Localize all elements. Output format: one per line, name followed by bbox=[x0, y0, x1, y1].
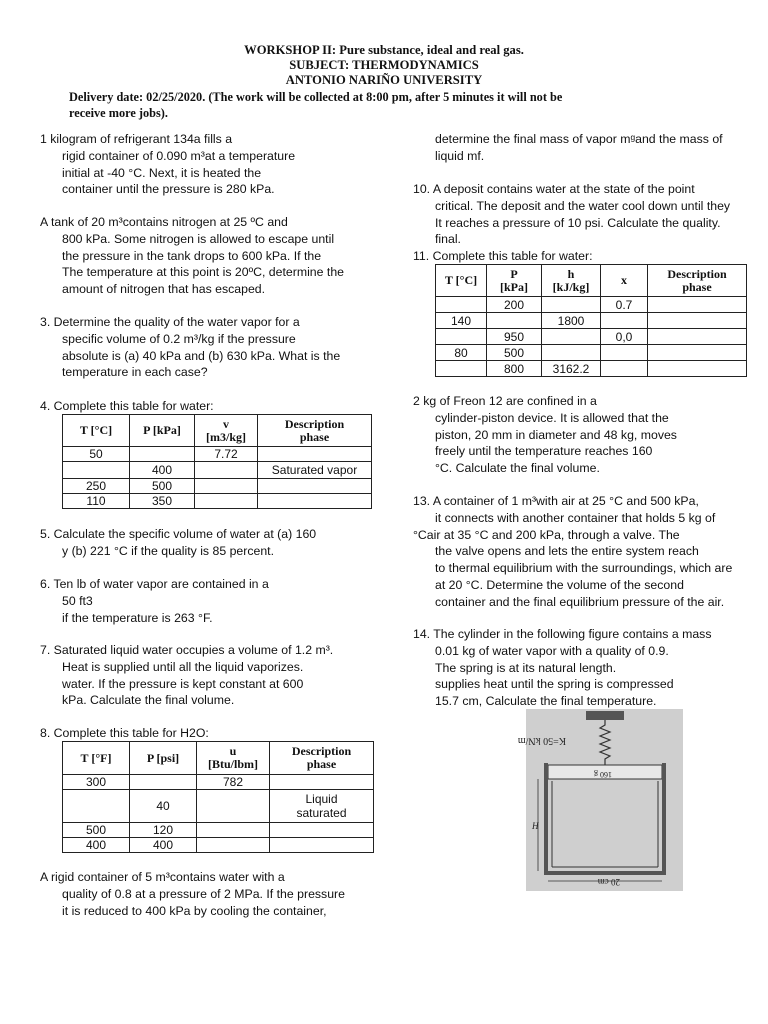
table-cell: 400 bbox=[63, 838, 130, 853]
problem-11-line: 11. Complete this table for water: bbox=[413, 249, 593, 263]
problem-1 bbox=[40, 131, 308, 198]
table-cell: 50 bbox=[63, 447, 130, 462]
problem-7-line: kPa. Calculate the final volume. bbox=[62, 693, 235, 708]
table-cell bbox=[601, 313, 648, 329]
problem-2-line: amount of nitrogen that has escaped. bbox=[62, 282, 266, 297]
header-part: v bbox=[223, 416, 229, 431]
header-part: P bbox=[510, 266, 518, 281]
piston-mass-label: 160 g bbox=[594, 770, 612, 779]
table-cell: 500 bbox=[487, 345, 542, 361]
problem-3-line: specific volume of 0.2 m³/kg if the pressure bbox=[62, 331, 296, 346]
table-cell: 350 bbox=[130, 494, 195, 509]
table-cell: 0.7 bbox=[601, 297, 648, 313]
problem-7-line: Heat is supplied until all the liquid vaporizes. bbox=[62, 659, 304, 674]
piston-cylinder-drawing bbox=[517, 709, 683, 891]
problem-13-line: °Cair at 35 °C and 200 kPa, through a valve. The bbox=[413, 527, 680, 542]
spring-constant-label: K=50 kN/m bbox=[517, 735, 566, 746]
problem-14-line: 14. The cylinder in the following figure contains a mass bbox=[413, 627, 712, 641]
problem-14-line: 0.01 kg of water vapor with a quality of 0.9. bbox=[435, 643, 669, 658]
table-cell bbox=[648, 297, 747, 313]
table-cell bbox=[648, 345, 747, 361]
document-university: ANTONIO NARIÑO UNIVERSITY bbox=[285, 73, 483, 87]
table-cell bbox=[197, 823, 270, 838]
column-header: T [°C] bbox=[436, 265, 487, 297]
problem-1-line: 1 kilogram of refrigerant 134a fills a bbox=[40, 132, 233, 146]
problem-14-line: The spring is at its natural length. bbox=[435, 660, 617, 675]
table-cell bbox=[195, 462, 258, 479]
column-header bbox=[258, 415, 372, 447]
column-header: T [°C] bbox=[63, 415, 130, 447]
table-8 bbox=[62, 741, 374, 853]
table-row bbox=[436, 345, 747, 361]
table-cell: 3162.2 bbox=[542, 361, 601, 377]
column-header: P [psi] bbox=[130, 742, 197, 775]
problem-14-line: supplies heat until the spring is compressed bbox=[435, 677, 674, 692]
width-label: 20 cm bbox=[597, 877, 620, 887]
ceiling-mount bbox=[586, 711, 624, 720]
table-cell: 400 bbox=[130, 462, 195, 479]
column-header bbox=[542, 265, 601, 297]
table-row bbox=[436, 329, 747, 345]
table-cell bbox=[258, 447, 372, 462]
table-cell bbox=[487, 313, 542, 329]
table-cell: 400 bbox=[130, 838, 197, 853]
problem-7-line: water. If the pressure is kept constant at 600 bbox=[62, 676, 304, 691]
problem-6 bbox=[40, 576, 360, 626]
table-header-row bbox=[63, 415, 372, 447]
problem-7 bbox=[40, 642, 412, 709]
table-cell: 500 bbox=[130, 479, 195, 494]
table-cell bbox=[130, 775, 197, 790]
column-header bbox=[648, 265, 747, 297]
problem-13-line: to thermal equilibrium with the surroundings, which are bbox=[435, 561, 733, 576]
header-part: Description bbox=[291, 744, 352, 758]
problem-10-line: critical. The deposit and the water cool down until they bbox=[435, 198, 731, 213]
header-part: [kPa] bbox=[500, 279, 528, 294]
header-part: [Btu/lbm] bbox=[207, 757, 258, 771]
problem-13-line: the valve opens and lets the entire system reach bbox=[435, 544, 699, 559]
table-cell: Liquid saturated bbox=[270, 790, 374, 823]
header-part: h bbox=[567, 266, 575, 281]
column-header: P [kPa] bbox=[130, 415, 195, 447]
table-cell bbox=[648, 313, 747, 329]
problem-5 bbox=[40, 526, 412, 560]
problem-13-line: container and the final equilibrium pressure of the air. bbox=[435, 594, 725, 609]
problem-9-line: quality of 0.8 at a pressure of 2 MPa. If the pressure bbox=[62, 886, 345, 901]
column-header bbox=[197, 742, 270, 775]
table-cell: 0,0 bbox=[601, 329, 648, 345]
table-row bbox=[63, 447, 372, 462]
delivery-date-line1: Delivery date: 02/25/2020. (The work will be collected at 8:00 pm, after 5 minutes it will not be bbox=[69, 90, 563, 104]
table-cell: 40 bbox=[130, 790, 197, 823]
table-cell bbox=[436, 297, 487, 313]
problem-12-line: freely until the temperature reaches 160 bbox=[435, 444, 653, 459]
table-cell: 800 bbox=[487, 361, 542, 377]
table-cell: 80 bbox=[436, 345, 487, 361]
column-header bbox=[270, 742, 374, 775]
table-row bbox=[63, 775, 374, 790]
document-subject: SUBJECT: THERMODYNAMICS bbox=[289, 58, 479, 72]
problem-2 bbox=[40, 214, 370, 298]
table-cell: 7.72 bbox=[195, 447, 258, 462]
table-cell bbox=[648, 329, 747, 345]
header-part: [kJ/kg] bbox=[552, 279, 590, 294]
column-header: T [°F] bbox=[63, 742, 130, 775]
problem-6-line: 6. Ten lb of water vapor are contained in a bbox=[40, 577, 269, 591]
table-11 bbox=[435, 264, 747, 377]
table-cell bbox=[270, 838, 374, 853]
problem-8 bbox=[40, 725, 209, 742]
table-cell: 1800 bbox=[542, 313, 601, 329]
problem-9-line: it is reduced to 400 kPa by cooling the container, bbox=[62, 903, 327, 918]
column-header bbox=[195, 415, 258, 447]
problem-2-line: A tank of 20 m³contains nitrogen at 25 ºC and bbox=[40, 215, 288, 229]
problem-2-line: The temperature at this point is 20ºC, determine the bbox=[62, 265, 344, 280]
problem-9-line: liquid mf. bbox=[435, 148, 485, 163]
problem-9-continued bbox=[435, 131, 760, 165]
table-cell bbox=[648, 361, 747, 377]
piston-cylinder-figure bbox=[517, 709, 683, 891]
problem-6-line: if the temperature is 263 °F. bbox=[62, 610, 213, 625]
table-cell bbox=[195, 479, 258, 494]
delivery-date-line2: receive more jobs). bbox=[69, 106, 168, 120]
table-cell bbox=[601, 361, 648, 377]
header-part: phase bbox=[682, 279, 712, 294]
problem-4-line: 4. Complete this table for water: bbox=[40, 399, 214, 413]
height-label: H bbox=[532, 821, 539, 831]
table-cell bbox=[542, 297, 601, 313]
problem-3-line: absolute is (a) 40 kPa and (b) 630 kPa. What is the bbox=[62, 348, 341, 363]
table-cell: 120 bbox=[130, 823, 197, 838]
table-cell: 110 bbox=[63, 494, 130, 509]
cylinder-wall-right bbox=[662, 763, 666, 875]
problem-6-line: 50 ft3 bbox=[62, 593, 93, 608]
problem-10-line: 10. A deposit contains water at the state of the point bbox=[413, 182, 695, 196]
spring-icon bbox=[600, 720, 610, 765]
table-cell bbox=[197, 790, 270, 823]
problem-13-line: it connects with another container that holds 5 kg of bbox=[435, 510, 716, 525]
header-part: phase bbox=[306, 757, 337, 771]
table-cell: 250 bbox=[63, 479, 130, 494]
header-part: Description bbox=[284, 416, 345, 431]
problem-12-line: 2 kg of Freon 12 are confined in a bbox=[413, 394, 597, 408]
cylinder-bottom bbox=[544, 871, 666, 875]
table-row bbox=[63, 494, 372, 509]
problem-12-line: °C. Calculate the final volume. bbox=[435, 461, 600, 476]
table-cell bbox=[270, 775, 374, 790]
problem-12-line: piston, 20 mm in diameter and 48 kg, moves bbox=[435, 427, 677, 442]
table-cell: 300 bbox=[63, 775, 130, 790]
table-cell bbox=[258, 494, 372, 509]
problem-1-line: initial at -40 °C. Next, it is heated the bbox=[62, 165, 262, 180]
header-part: phase bbox=[299, 429, 330, 444]
cylinder-wall-left bbox=[544, 763, 548, 875]
table-header-row bbox=[63, 742, 374, 775]
table-cell bbox=[258, 479, 372, 494]
problem-12 bbox=[413, 393, 748, 477]
table-row bbox=[63, 823, 374, 838]
problem-12-line: cylinder-piston device. It is allowed that the bbox=[435, 410, 669, 425]
problem-13-line: 13. A container of 1 m³with air at 25 °C and 500 kPa, bbox=[413, 494, 699, 508]
table-cell bbox=[542, 329, 601, 345]
table-cell: 140 bbox=[436, 313, 487, 329]
problem-4 bbox=[40, 398, 214, 415]
table-cell bbox=[436, 361, 487, 377]
header-part: Description bbox=[667, 266, 727, 281]
table-cell: 950 bbox=[487, 329, 542, 345]
problem-2-line: 800 kPa. Some nitrogen is allowed to escape until bbox=[62, 231, 335, 246]
table-cell: 500 bbox=[63, 823, 130, 838]
problem-1-line: rigid container of 0.090 m³at a temperature bbox=[62, 148, 296, 163]
problem-3 bbox=[40, 314, 395, 381]
column-header bbox=[487, 265, 542, 297]
header-part: [m3/kg] bbox=[206, 429, 246, 444]
table-row bbox=[63, 462, 372, 479]
header-part: u bbox=[229, 744, 237, 758]
table-cell: 782 bbox=[197, 775, 270, 790]
problem-3-line: temperature in each case? bbox=[62, 365, 208, 380]
table-cell: 200 bbox=[487, 297, 542, 313]
problem-9-line: determine the final mass of vapor mᵍand the mass of bbox=[435, 132, 723, 146]
problem-9-line: A rigid container of 5 m³contains water with a bbox=[40, 870, 285, 884]
table-row bbox=[436, 313, 747, 329]
table-header-row bbox=[436, 265, 747, 297]
column-header: x bbox=[601, 265, 648, 297]
table-cell bbox=[197, 838, 270, 853]
table-cell bbox=[63, 790, 130, 823]
problem-7-line: 7. Saturated liquid water occupies a volume of 1.2 m³. bbox=[40, 643, 334, 657]
table-4 bbox=[62, 414, 372, 509]
problem-13 bbox=[413, 493, 763, 611]
table-row bbox=[63, 790, 374, 823]
problem-10 bbox=[413, 181, 763, 248]
problem-9 bbox=[40, 869, 385, 919]
problem-14 bbox=[413, 626, 758, 710]
table-cell: Saturated vapor bbox=[258, 462, 372, 479]
table-cell bbox=[270, 823, 374, 838]
problem-8-line: 8. Complete this table for H2O: bbox=[40, 726, 209, 740]
table-cell bbox=[436, 329, 487, 345]
problem-14-line: 15.7 cm, Calculate the final temperature. bbox=[435, 694, 657, 709]
problem-10-line: It reaches a pressure of 10 psi. Calculate the quality. bbox=[435, 215, 721, 230]
table-cell bbox=[130, 447, 195, 462]
table-cell bbox=[63, 462, 130, 479]
table-cell bbox=[601, 345, 648, 361]
problem-13-line: at 20 °C. Determine the volume of the second bbox=[435, 577, 684, 592]
table-cell bbox=[542, 345, 601, 361]
table-row bbox=[436, 361, 747, 377]
table-row bbox=[63, 479, 372, 494]
problem-1-line: container until the pressure is 280 kPa. bbox=[62, 182, 275, 197]
table-row bbox=[63, 838, 374, 853]
problem-2-line: the pressure in the tank drops to 600 kPa. If the bbox=[62, 248, 322, 263]
document-title: WORKSHOP II: Pure substance, ideal and real gas. bbox=[244, 43, 524, 57]
table-row bbox=[436, 297, 747, 313]
problem-3-line: 3. Determine the quality of the water vapor for a bbox=[40, 315, 300, 329]
problem-11 bbox=[413, 248, 593, 265]
table-cell bbox=[195, 494, 258, 509]
problem-5-line: 5. Calculate the specific volume of water at (a) 160 bbox=[40, 527, 317, 541]
problem-5-line: y (b) 221 °C if the quality is 85 percent. bbox=[62, 543, 275, 558]
problem-10-line: final. bbox=[435, 232, 461, 247]
